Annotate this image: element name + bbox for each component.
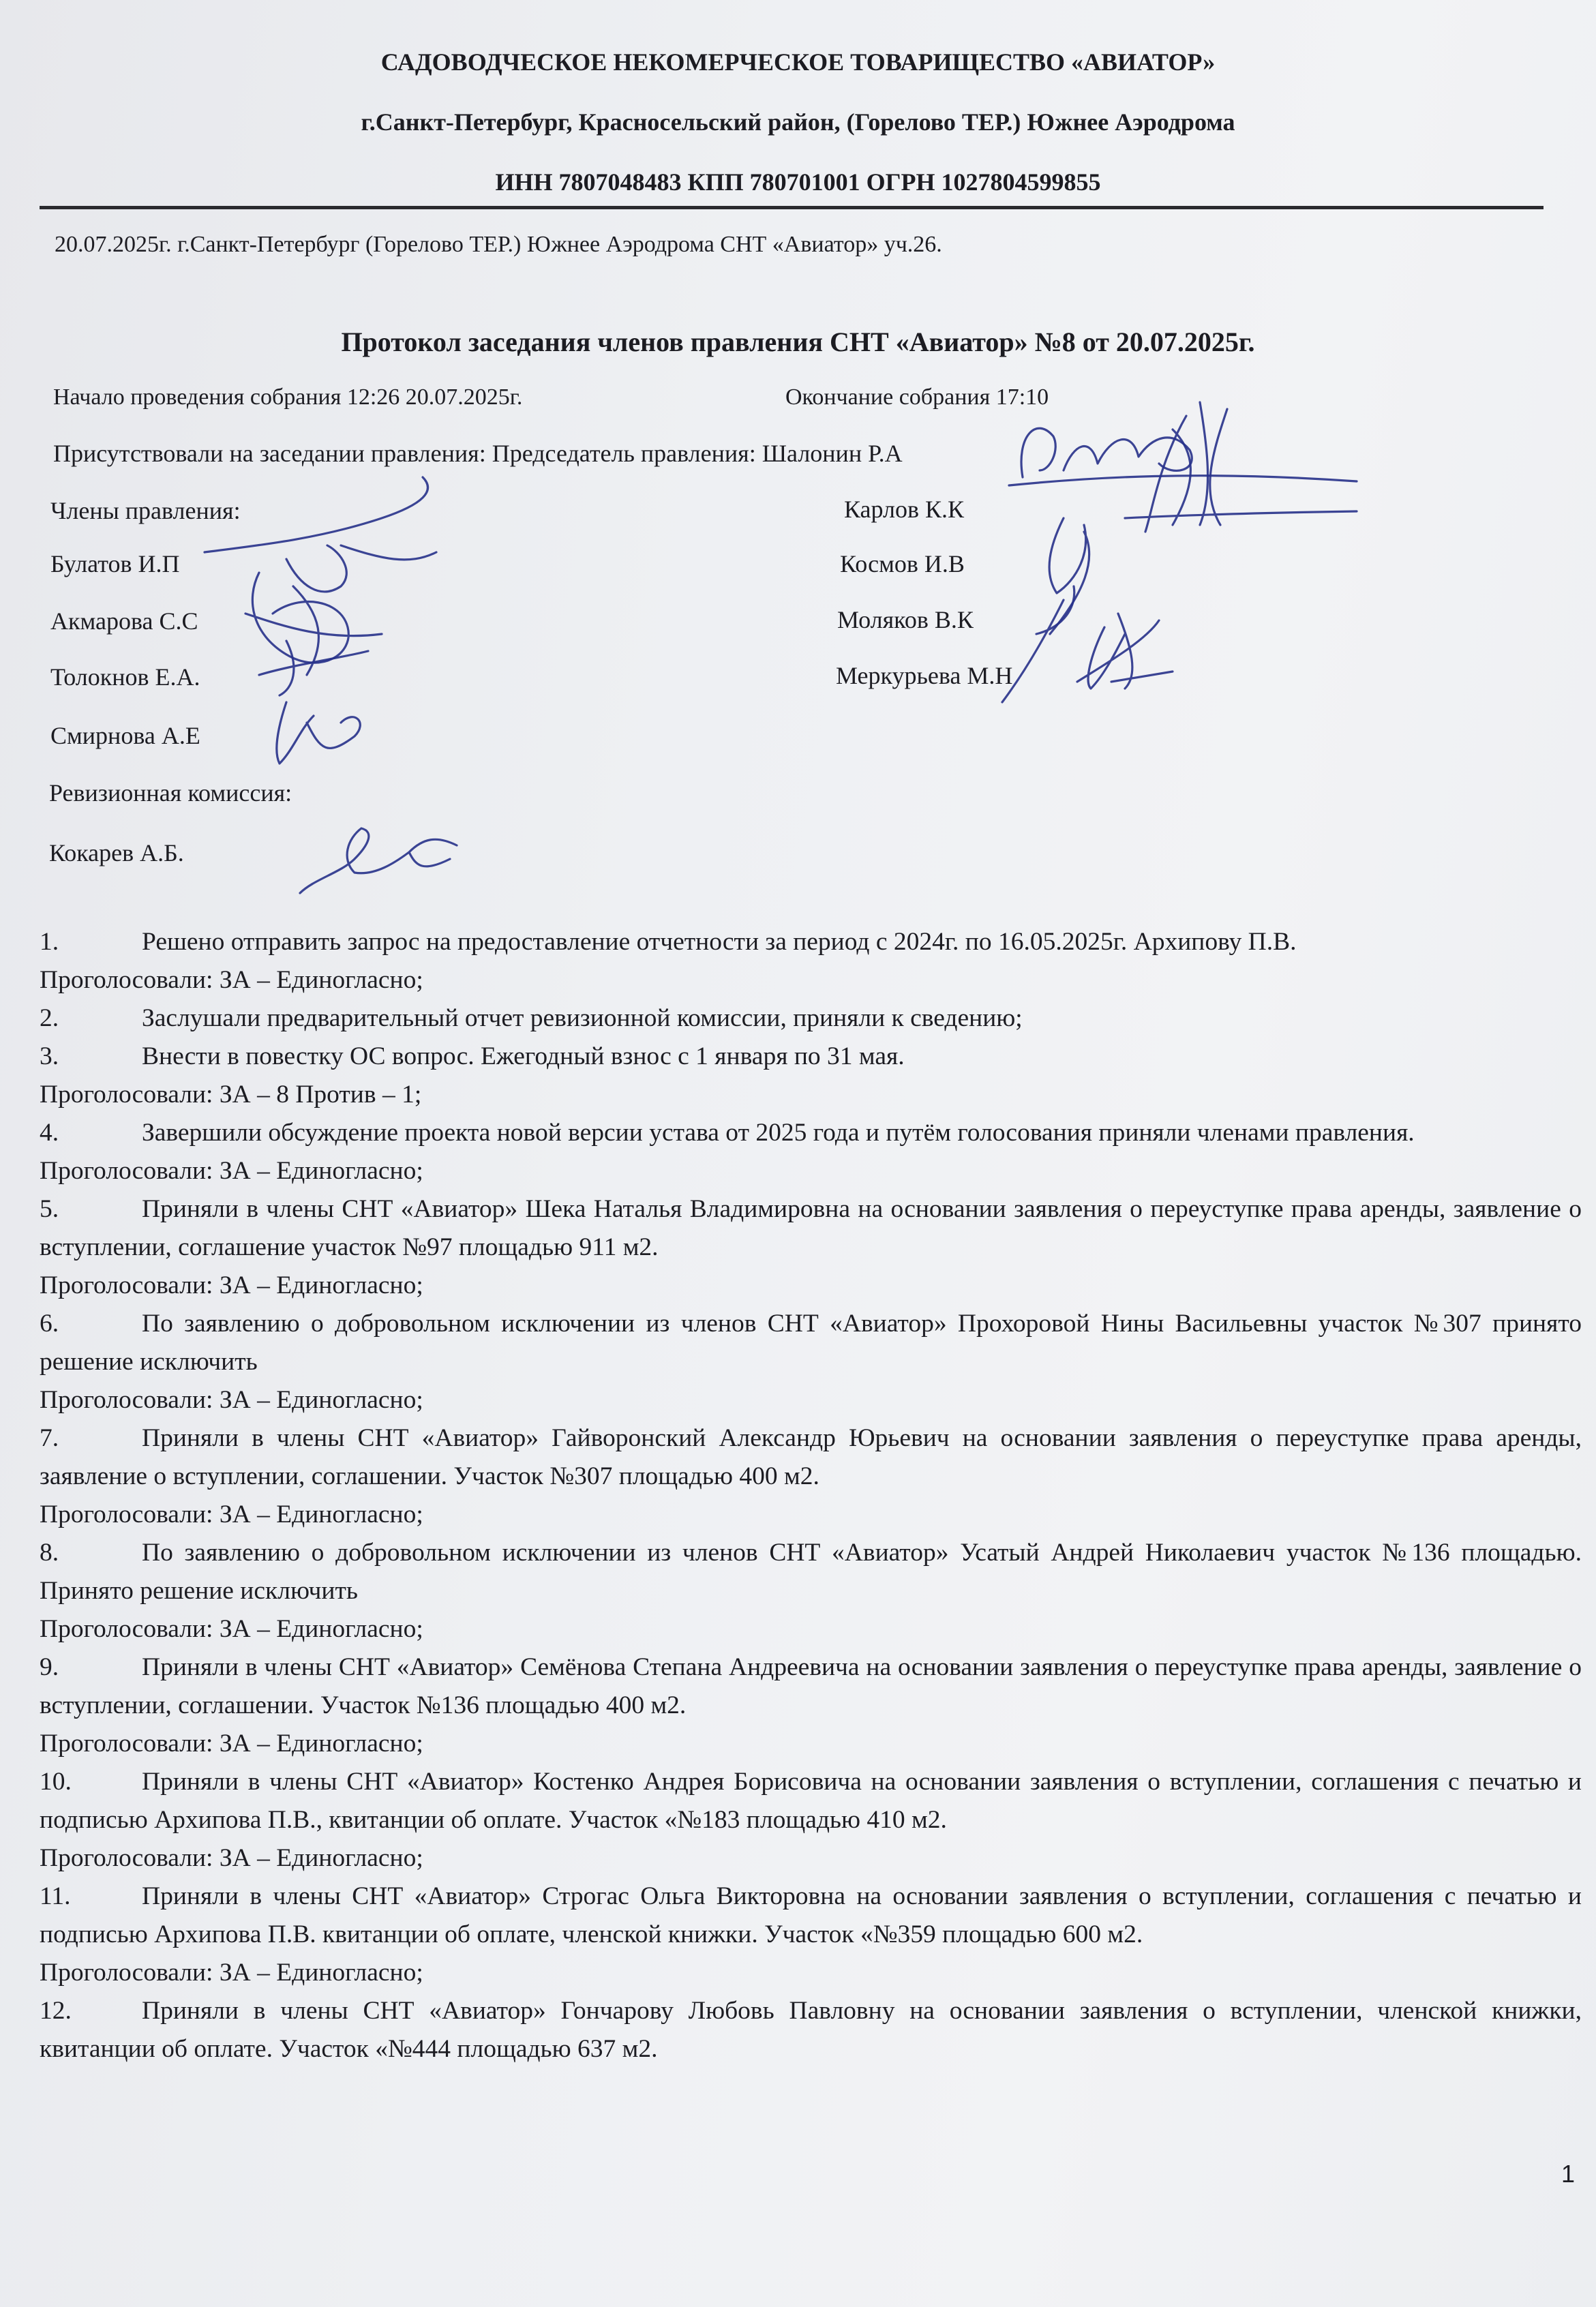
signature-smirnova xyxy=(277,702,360,764)
vote-result xyxy=(40,961,1582,999)
signature-toloknov xyxy=(259,641,368,695)
resolution-item xyxy=(40,1534,1582,1610)
vote-result xyxy=(40,1610,1582,1648)
page-number: 1 xyxy=(1561,2160,1576,2188)
item-text: Проголосовали: ЗА – Единогласно; xyxy=(40,1271,423,1299)
item-number: 5. xyxy=(40,1195,59,1223)
item-text: Проголосовали: ЗА – Единогласно; xyxy=(40,1386,423,1414)
resolution-item xyxy=(40,1763,1582,1839)
signature-kokarev xyxy=(300,828,457,893)
vote-result xyxy=(40,1381,1582,1419)
item-number: 10. xyxy=(40,1768,72,1796)
resolution-item xyxy=(40,1992,1582,2068)
org-address: г.Санкт-Петербург, Красносельский район, (Горелово ТЕР.) Южнее Аэродрома xyxy=(361,108,1235,136)
vote-result xyxy=(40,1267,1582,1305)
item-text: Завершили обсуждение проекта новой версии устава от 2025 года и путём голосования приняли членами правления. xyxy=(142,1119,1415,1147)
item-number: 4. xyxy=(40,1119,59,1147)
signature-merkurieva xyxy=(1077,614,1173,689)
vote-result xyxy=(40,1152,1582,1190)
item-number: 1. xyxy=(40,928,59,956)
board-member: Моляков В.К xyxy=(837,606,974,633)
resolution-item xyxy=(40,923,1582,961)
audit-member: Кокарев А.Б. xyxy=(49,839,184,866)
org-name: САДОВОДЧЕСКОЕ НЕКОМЕРЧЕСКОЕ ТОВАРИЩЕСТВО «АВИАТОР» xyxy=(380,48,1216,76)
vote-result xyxy=(40,1076,1582,1114)
signature-karlov xyxy=(1125,402,1357,532)
item-text: Приняли в члены СНТ «Авиатор» Строгас Ольга Викторовна на основании заявления о вступлении, соглашения с печатью и подписью Архипова П.В. квитанции об оплате, членской книжки. Участок «№359 площадью 600 м2. xyxy=(40,1882,1582,1948)
board-label: Члены правления: xyxy=(50,497,241,524)
resolution-item xyxy=(40,1190,1582,1267)
signature-akmarova xyxy=(245,573,382,675)
meeting-start: Начало проведения собрания 12:26 20.07.2025г. xyxy=(53,384,523,410)
item-text: Проголосовали: ЗА – Единогласно; xyxy=(40,1501,423,1528)
board-member: Смирнова А.Е xyxy=(50,722,200,749)
resolution-item xyxy=(40,1038,1582,1076)
item-text: Приняли в члены СНТ «Авиатор» Костенко Андрея Борисовича на основании заявления о вступлении, соглашения с печатью и подписью Архипова П.В., квитанции об оплате. Участок «№183 площадью 410 м2. xyxy=(40,1768,1582,1834)
vote-result xyxy=(40,1725,1582,1763)
item-number: 12. xyxy=(40,1997,72,2025)
item-text: Проголосовали: ЗА – Единогласно; xyxy=(40,1730,423,1758)
place-date-line: 20.07.2025г. г.Санкт-Петербург (Горелово ТЕР.) Южнее Аэродрома СНТ «Авиатор» уч.26. xyxy=(55,232,942,257)
resolution-item xyxy=(40,1114,1582,1152)
header-divider xyxy=(40,206,1544,209)
meeting-end: Окончание собрания 17:10 xyxy=(785,384,1049,410)
item-text: Проголосовали: ЗА – Единогласно; xyxy=(40,1844,423,1872)
vote-result xyxy=(40,1954,1582,1992)
board-member: Карлов К.К xyxy=(844,496,965,523)
resolution-item xyxy=(40,999,1582,1038)
item-text: Заслушали предварительный отчет ревизионной комиссии, приняли к сведению; xyxy=(142,1004,1023,1032)
signature-molyakov xyxy=(1002,586,1074,702)
resolutions-list xyxy=(40,923,1582,2068)
vote-result xyxy=(40,1839,1582,1878)
item-text: Приняли в члены СНТ «Авиатор» Семёнова Степана Андреевича на основании заявления о переуступке права аренды, заявление о вступлении, соглашении. Участок №136 площадью 400 м2. xyxy=(40,1653,1582,1719)
vote-result xyxy=(40,1496,1582,1534)
board-member: Булатов И.П xyxy=(50,550,180,577)
item-text: Внести в повестку ОС вопрос. Ежегодный взнос с 1 января по 31 мая. xyxy=(142,1042,905,1070)
item-text: Проголосовали: ЗА – Единогласно; xyxy=(40,1157,423,1185)
item-text: Приняли в члены СНТ «Авиатор» Гончарову Любовь Павловну на основании заявления о вступлении, членской книжки, квитанции об оплате. Участок «№444 площадью 637 м2. xyxy=(40,1997,1582,2063)
signature-bulatov xyxy=(205,477,436,592)
item-number: 9. xyxy=(40,1653,59,1681)
resolution-item xyxy=(40,1419,1582,1496)
item-text: Проголосовали: ЗА – 8 Против – 1; xyxy=(40,1081,422,1109)
item-text: Проголосовали: ЗА – Единогласно; xyxy=(40,966,423,994)
item-number: 3. xyxy=(40,1042,59,1070)
signature-kosmov xyxy=(1049,518,1089,634)
item-number: 7. xyxy=(40,1424,59,1452)
item-text: По заявлению о добровольном исключении из членов СНТ «Авиатор» Усатый Андрей Николаевич участок №136 площадью. Принято решение исключить xyxy=(40,1539,1582,1605)
signature-chairman xyxy=(1009,428,1357,485)
item-number: 8. xyxy=(40,1539,59,1567)
present-line: Присутствовали на заседании правления: Председатель правления: Шалонин Р.А xyxy=(53,440,903,467)
item-text: Проголосовали: ЗА – Единогласно; xyxy=(40,1959,423,1987)
audit-label: Ревизионная комиссия: xyxy=(49,779,292,806)
resolution-item xyxy=(40,1878,1582,1954)
board-member: Космов И.В xyxy=(840,550,965,577)
item-text: Решено отправить запрос на предоставление отчетности за период с 2024г. по 16.05.2025г. Архипову П.В. xyxy=(142,928,1297,956)
item-text: По заявлению о добровольном исключении из членов СНТ «Авиатор» Прохоровой Нины Васильевны участок №307 принято решение исключить xyxy=(40,1310,1582,1376)
board-member: Акмарова С.С xyxy=(50,607,198,635)
board-member: Меркурьева М.Н xyxy=(836,662,1013,689)
item-number: 11. xyxy=(40,1882,71,1910)
item-text: Проголосовали: ЗА – Единогласно; xyxy=(40,1615,423,1643)
item-text: Приняли в члены СНТ «Авиатор» Гайворонский Александр Юрьевич на основании заявления о переуступке права аренды, заявление о вступлении, соглашении. Участок №307 площадью 400 м2. xyxy=(40,1424,1582,1490)
item-number: 2. xyxy=(40,1004,59,1032)
org-requisites: ИНН 7807048483 КПП 780701001 ОГРН 1027804599855 xyxy=(495,168,1101,196)
item-text: Приняли в члены СНТ «Авиатор» Шека Наталья Владимировна на основании заявления о переуступке права аренды, заявление о вступлении, соглашение участок №97 площадью 911 м2. xyxy=(40,1195,1582,1261)
board-member: Толокнов Е.А. xyxy=(50,663,200,691)
resolution-item xyxy=(40,1305,1582,1381)
document-title: Протокол заседания членов правления СНТ «Авиатор» №8 от 20.07.2025г. xyxy=(341,327,1255,357)
resolution-item xyxy=(40,1648,1582,1725)
item-number: 6. xyxy=(40,1310,59,1338)
